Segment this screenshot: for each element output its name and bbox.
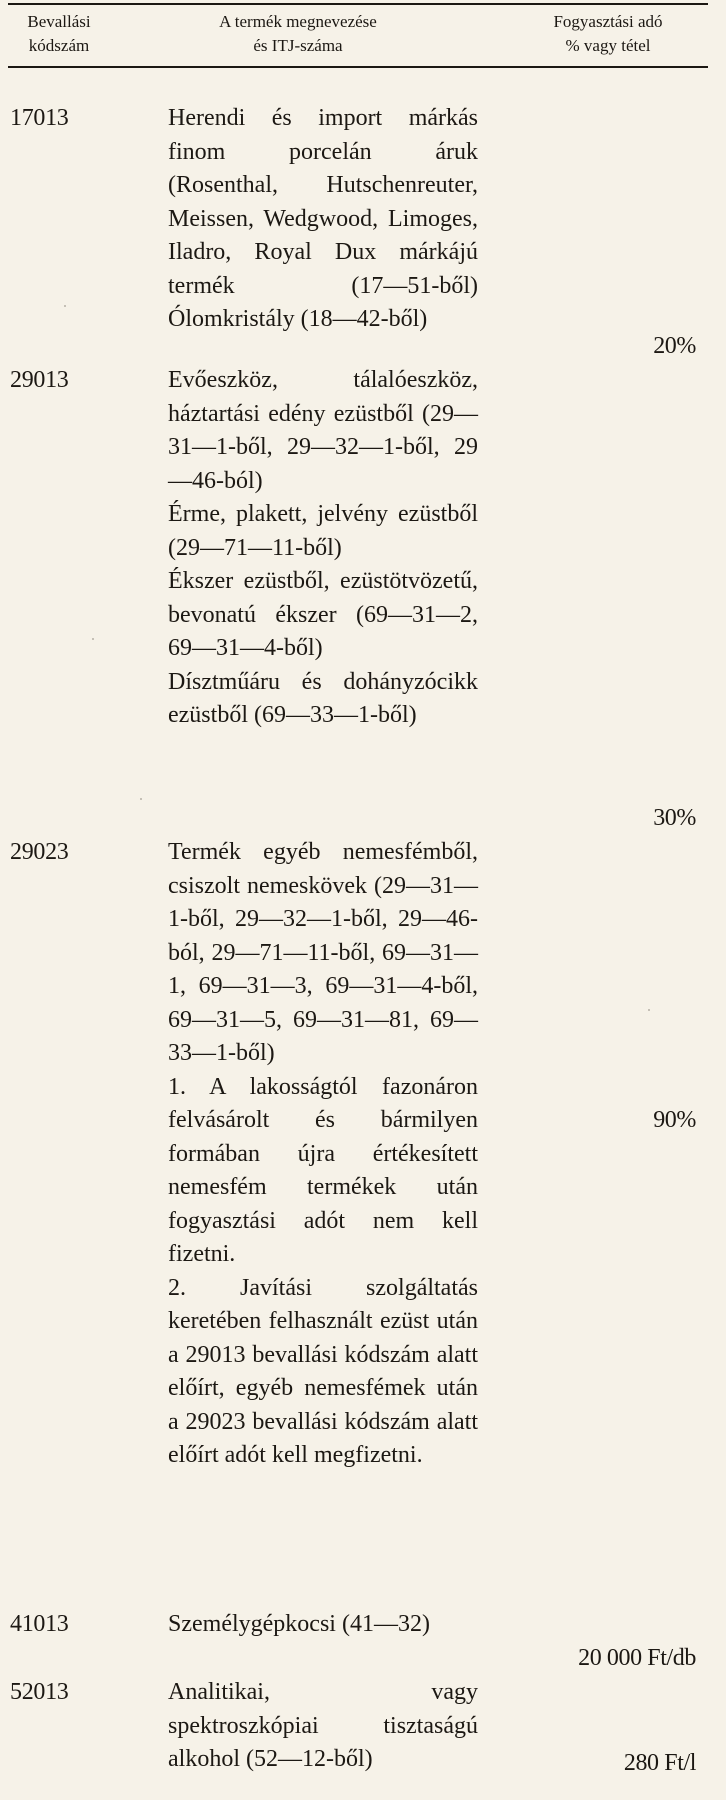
row-description-29023 — [168, 836, 478, 1473]
description-paragraph: Dísztműáru és dohányzócikk ezüstből (69—33—1-ből) — [168, 668, 478, 728]
description-paragraph: Ékszer ezüstből, ezüstötvözetű, bevonatú ékszer (69—31—2, 69—31—4-ből) — [168, 568, 478, 661]
row-code-29023: 29023 — [10, 839, 69, 865]
row-rate-41013: 20 000 Ft/db — [578, 1645, 696, 1671]
header-tax-column: Fogyasztási adó % vagy tétel — [553, 12, 663, 55]
row-description-52013 — [168, 1676, 478, 1777]
description-paragraph: Érme, plakett, jelvény ezüstből (29—71—11-ből) — [168, 501, 478, 561]
print-speck — [648, 1009, 650, 1011]
row-code-29013: 29013 — [10, 367, 69, 393]
description-paragraph: Evőeszköz, tálalóeszköz, háztartási edény ezüstből (29—31—1-ből, 29—32—1-ből, 29—46-ból) — [168, 367, 478, 494]
row-description-29013 — [168, 364, 478, 733]
description-paragraph: Termék egyéb nemesfémből, csiszolt nemeskövek (29—31—1-ből, 29—32—1-ből, 29—46-ból, 29—71—11-ből, 69—31—1, 69—31—3, 69—31—4-ből, 69—31—5, 69—31—81, 69—33—1-ből) — [168, 839, 478, 1066]
header-code-column: Bevallási kódszám — [27, 12, 91, 55]
print-speck — [92, 638, 94, 640]
print-speck — [140, 798, 142, 800]
description-paragraph: Herendi és import márkás finom porcelán áruk (Rosenthal, Hutschenreuter, Meissen, Wedgwood, Limoges, Iladro, Royal Dux márkájú termék (17—51-ből) Ólomkristály (18—42-ből) — [168, 105, 478, 332]
row-description-17013 — [168, 102, 478, 337]
row-code-17013: 17013 — [10, 105, 69, 131]
description-paragraph: Személygépkocsi (41—32) — [168, 1611, 430, 1637]
row-rate-29023: 90% — [653, 1107, 696, 1133]
row-rate-17013: 20% — [653, 333, 696, 359]
row-rate-52013: 280 Ft/l — [623, 1750, 696, 1776]
row-code-52013: 52013 — [10, 1679, 69, 1705]
row-code-41013: 41013 — [10, 1611, 69, 1637]
description-paragraph: 2. Javítási szolgáltatás keretében felhasznált ezüst után a 29013 bevallási kódszám alatt előírt, egyéb nemesfémek után a 29023 bevallási kódszám alatt előírt adót kell megfizetni. — [168, 1274, 478, 1468]
description-paragraph: Analitikai, vagy spektroszkópiai tisztaságú alkohol (52—12-ből) — [168, 1679, 478, 1772]
description-paragraph: 1. A lakosságtól fazonáron felvásárolt és bármilyen formában újra értékesített nemesfém termékek után fogyasztási adót nem kell fizetni. — [168, 1073, 478, 1267]
header-name-column: A termék megnevezése és ITJ-száma — [219, 12, 377, 55]
print-speck — [64, 305, 66, 307]
row-description-41013 — [168, 1608, 478, 1642]
row-rate-29013: 30% — [653, 805, 696, 831]
